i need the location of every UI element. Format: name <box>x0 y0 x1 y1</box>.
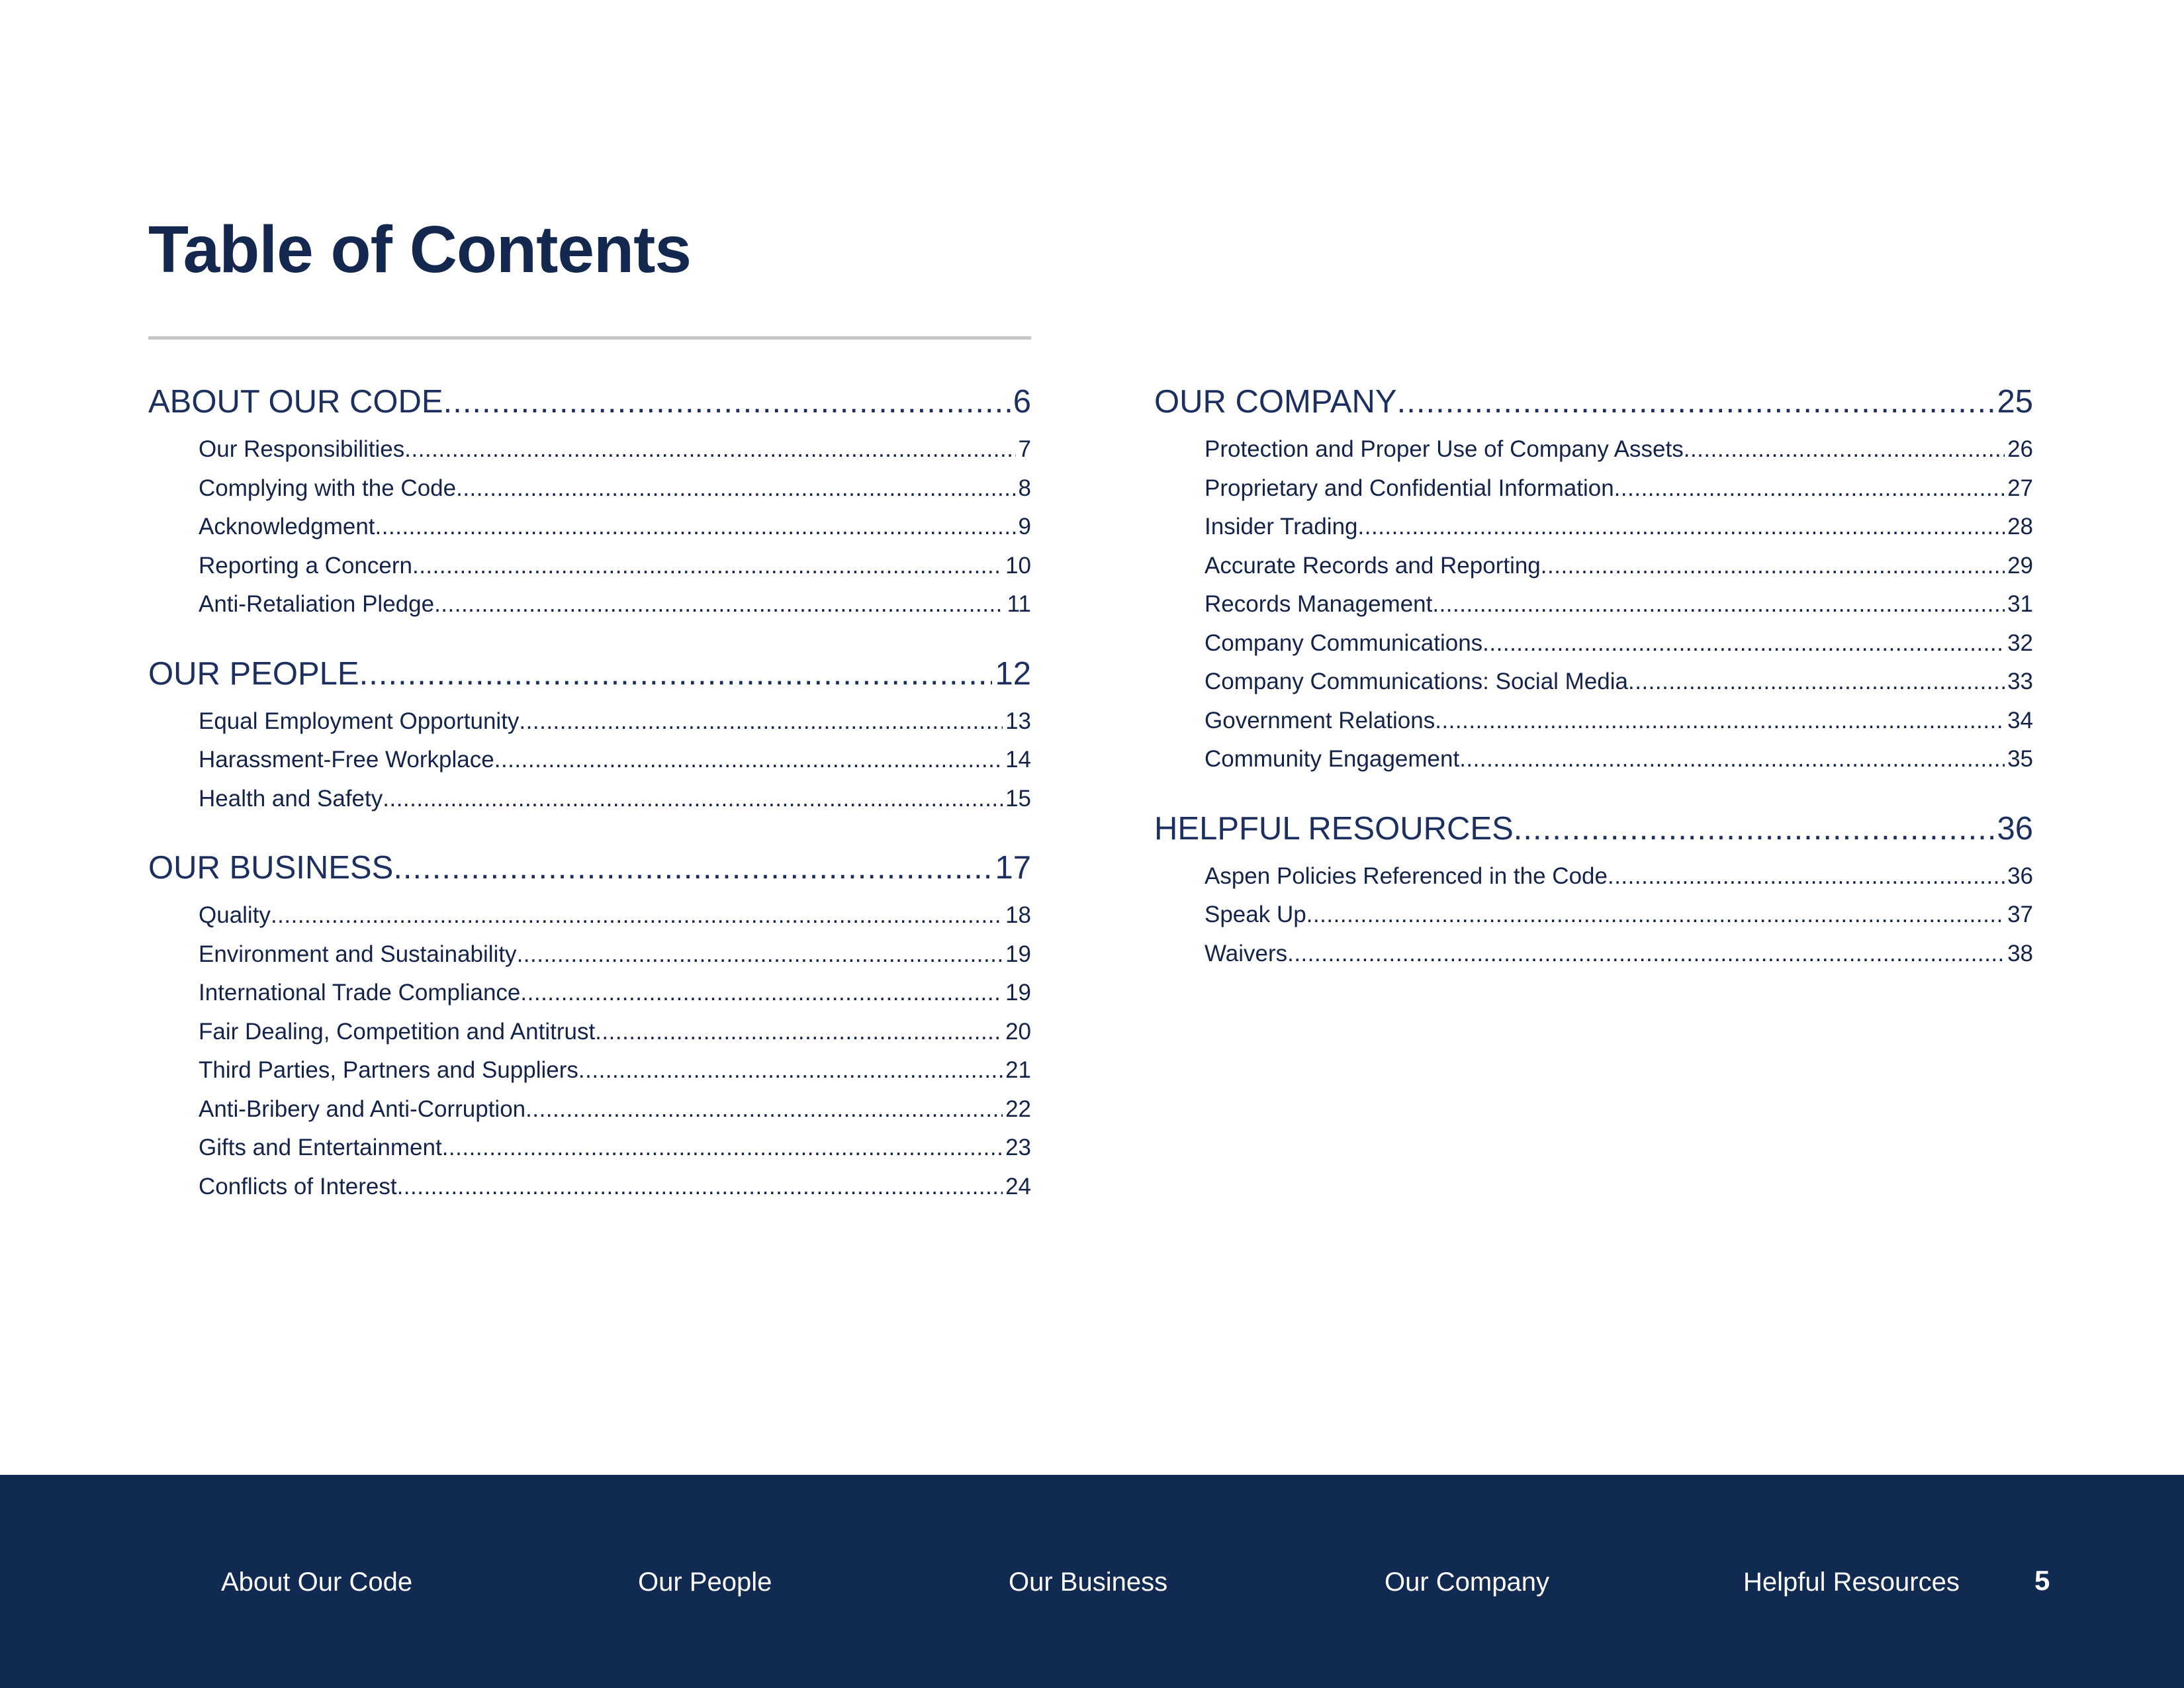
toc-entry-page: 20 <box>1005 1018 1031 1045</box>
toc-entry[interactable] <box>199 1168 1031 1207</box>
footer-link-our-business[interactable]: Our Business <box>1009 1568 1168 1597</box>
toc-entry-label: Environment and Sustainability <box>199 941 517 967</box>
toc-entry-page: 11 <box>1007 591 1031 617</box>
toc-entry[interactable] <box>1205 624 2033 663</box>
toc-entry-label: Reporting a Concern <box>199 552 412 579</box>
toc-entry-label: Proprietary and Confidential Information <box>1205 475 1614 501</box>
dot-leader <box>1306 896 2005 935</box>
toc-entry[interactable] <box>1205 857 2033 896</box>
toc-entry[interactable] <box>199 547 1031 586</box>
toc-entry-page: 35 <box>2007 746 2033 772</box>
toc-section-about-our-code <box>148 380 1031 624</box>
dot-leader <box>1432 585 2005 624</box>
toc-entry[interactable] <box>199 508 1031 547</box>
toc-entry-page: 26 <box>2007 436 2033 462</box>
toc-entry-label: Aspen Policies Referenced in the Code <box>1205 863 1608 889</box>
toc-entry-page: 9 <box>1018 514 1031 539</box>
toc-entry-page: 24 <box>1005 1173 1031 1199</box>
toc-entry-label: Waivers <box>1205 940 1288 966</box>
dot-leader <box>494 741 1003 780</box>
toc-entry[interactable] <box>1205 508 2033 547</box>
dot-leader <box>442 1129 1003 1168</box>
toc-section-our-company <box>1154 380 2033 779</box>
dot-leader <box>595 1013 1003 1052</box>
toc-entry[interactable] <box>1205 896 2033 935</box>
dot-leader <box>456 469 1015 508</box>
dot-leader <box>578 1051 1003 1090</box>
dot-leader <box>1614 469 2005 508</box>
dot-leader <box>359 652 993 696</box>
toc-entry-page: 10 <box>1005 552 1031 579</box>
footer-link-helpful-resources[interactable]: Helpful Resources <box>1743 1568 1960 1597</box>
toc-section-heading[interactable] <box>1154 807 2033 851</box>
toc-entry-page: 21 <box>1005 1057 1031 1083</box>
dot-leader <box>397 1168 1003 1207</box>
toc-entry-page: 28 <box>2007 514 2033 539</box>
toc-entry-page: 7 <box>1018 436 1031 462</box>
dot-leader <box>525 1090 1003 1129</box>
toc-section-heading[interactable] <box>148 652 1031 696</box>
dot-leader <box>1287 935 2005 974</box>
section-heading-label: ABOUT OUR CODE <box>148 384 443 420</box>
toc-section-our-people <box>148 652 1031 819</box>
toc-entry-page: 18 <box>1005 902 1031 928</box>
page-number: 5 <box>2034 1565 2050 1596</box>
toc-entry[interactable] <box>1205 469 2033 508</box>
section-heading-label: OUR BUSINESS <box>148 850 394 886</box>
toc-entry-label: Gifts and Entertainment <box>199 1135 442 1160</box>
toc-entry-label: Health and Safety <box>199 785 383 812</box>
toc-entry-label: Complying with the Code <box>199 475 457 501</box>
dot-leader <box>271 896 1003 935</box>
dot-leader <box>1628 663 2005 702</box>
toc-entry[interactable] <box>199 1013 1031 1052</box>
toc-entry[interactable] <box>1205 585 2033 624</box>
toc-entry-label: Acknowledgment <box>199 514 375 539</box>
dot-leader <box>383 780 1003 819</box>
toc-entry-page: 22 <box>1005 1096 1031 1122</box>
dot-leader <box>393 846 992 890</box>
toc-entry-page: 13 <box>1005 708 1031 734</box>
section-page-number: 17 <box>995 850 1031 886</box>
dot-leader <box>404 430 1015 469</box>
dot-leader <box>434 585 1005 624</box>
footer-link-about-our-code[interactable]: About Our Code <box>221 1568 413 1597</box>
toc-entry-page: 32 <box>2007 630 2033 656</box>
dot-leader <box>1435 702 2005 741</box>
footer-link-our-company[interactable]: Our Company <box>1385 1568 1549 1597</box>
section-page-number: 12 <box>995 655 1031 692</box>
toc-entry[interactable] <box>199 430 1031 469</box>
toc-entry-page: 36 <box>2007 863 2033 889</box>
toc-entry-label: Harassment-Free Workplace <box>199 747 494 773</box>
toc-entry-label: Speak Up <box>1205 902 1306 927</box>
dot-leader <box>375 508 1016 547</box>
footer-nav-bar <box>0 1475 2184 1688</box>
toc-entry-label: Company Communications: Social Media <box>1205 669 1628 694</box>
toc-entry-page: 29 <box>2007 552 2033 579</box>
toc-entry-label: Protection and Proper Use of Company Assets <box>1205 436 1684 462</box>
section-page-number: 25 <box>1997 384 2033 420</box>
toc-section-heading[interactable] <box>148 380 1031 424</box>
section-heading-label: HELPFUL RESOURCES <box>1154 810 1514 847</box>
toc-entry[interactable] <box>1205 663 2033 702</box>
toc-entry-label: Conflicts of Interest <box>199 1173 397 1199</box>
toc-entry-page: 37 <box>2007 902 2033 927</box>
toc-entry-page: 33 <box>2007 669 2033 694</box>
toc-entry-label: Anti-Bribery and Anti-Corruption <box>199 1096 526 1122</box>
dot-leader <box>443 380 1011 424</box>
dot-leader <box>1482 624 2005 663</box>
toc-entry-page: 15 <box>1005 785 1031 812</box>
footer-link-our-people[interactable]: Our People <box>638 1568 772 1597</box>
toc-entry-label: Anti-Retaliation Pledge <box>199 591 435 617</box>
toc-entry-page: 19 <box>1005 941 1031 967</box>
toc-entry-label: Equal Employment Opportunity <box>199 708 520 734</box>
toc-entry[interactable] <box>1205 547 2033 586</box>
toc-entry[interactable] <box>199 974 1031 1013</box>
dot-leader <box>1397 380 1995 424</box>
toc-entry[interactable] <box>199 469 1031 508</box>
toc-section-heading[interactable] <box>148 846 1031 890</box>
dot-leader <box>1608 857 2005 896</box>
section-heading-label: OUR COMPANY <box>1154 384 1397 420</box>
section-page-number: 36 <box>1997 810 2033 847</box>
dot-leader <box>1514 807 1995 851</box>
toc-entry[interactable] <box>1205 430 2033 469</box>
dot-leader <box>1459 740 2005 779</box>
toc-entry-label: Records Management <box>1205 591 1433 617</box>
toc-entry-label: Our Responsibilities <box>199 436 405 462</box>
toc-entry-label: International Trade Compliance <box>199 980 521 1006</box>
dot-leader <box>1684 430 2005 469</box>
toc-left-column <box>148 380 1031 1234</box>
toc-entry-label: Accurate Records and Reporting <box>1205 552 1541 579</box>
section-heading-label: OUR PEOPLE <box>148 655 359 692</box>
toc-entry[interactable] <box>1205 702 2033 741</box>
toc-right-column <box>1154 380 2033 1001</box>
toc-section-helpful-resources <box>1154 807 2033 974</box>
toc-entry-label: Insider Trading <box>1205 514 1358 539</box>
page-title: Table of Contents <box>148 212 692 287</box>
dot-leader <box>519 702 1003 741</box>
toc-section-heading[interactable] <box>1154 380 2033 424</box>
toc-entry-page: 38 <box>2007 940 2033 966</box>
toc-entry[interactable] <box>199 780 1031 819</box>
toc-entry-label: Fair Dealing, Competition and Antitrust <box>199 1018 596 1045</box>
section-page-number: 6 <box>1013 384 1031 420</box>
toc-entry-page: 14 <box>1005 747 1031 773</box>
dot-leader <box>1358 508 2005 547</box>
toc-entry-label: Company Communications <box>1205 630 1483 656</box>
toc-entry[interactable] <box>199 1051 1031 1090</box>
toc-entry-page: 34 <box>2007 707 2033 733</box>
toc-entry[interactable] <box>199 1129 1031 1168</box>
toc-entry[interactable] <box>199 1090 1031 1129</box>
toc-entry[interactable] <box>199 585 1031 624</box>
toc-entry[interactable] <box>1205 740 2033 779</box>
toc-entry-label: Government Relations <box>1205 707 1435 733</box>
dot-leader <box>517 935 1003 974</box>
toc-entry-page: 8 <box>1018 475 1031 501</box>
toc-entry[interactable] <box>199 741 1031 780</box>
toc-entry-label: Quality <box>199 902 271 928</box>
toc-entry[interactable] <box>199 935 1031 974</box>
title-divider <box>148 336 1031 340</box>
dot-leader <box>412 547 1003 586</box>
toc-entry[interactable] <box>199 896 1031 935</box>
toc-entry-page: 27 <box>2007 475 2033 501</box>
toc-entry-label: Third Parties, Partners and Suppliers <box>199 1057 578 1083</box>
toc-entry-page: 19 <box>1005 980 1031 1006</box>
toc-section-our-business <box>148 846 1031 1206</box>
toc-entry-label: Community Engagement <box>1205 746 1460 772</box>
toc-entry[interactable] <box>199 702 1031 741</box>
dot-leader <box>520 974 1003 1013</box>
toc-entry-page: 31 <box>2007 591 2033 617</box>
dot-leader <box>1541 547 2005 586</box>
toc-entry[interactable] <box>1205 935 2033 974</box>
toc-entry-page: 23 <box>1005 1135 1031 1160</box>
